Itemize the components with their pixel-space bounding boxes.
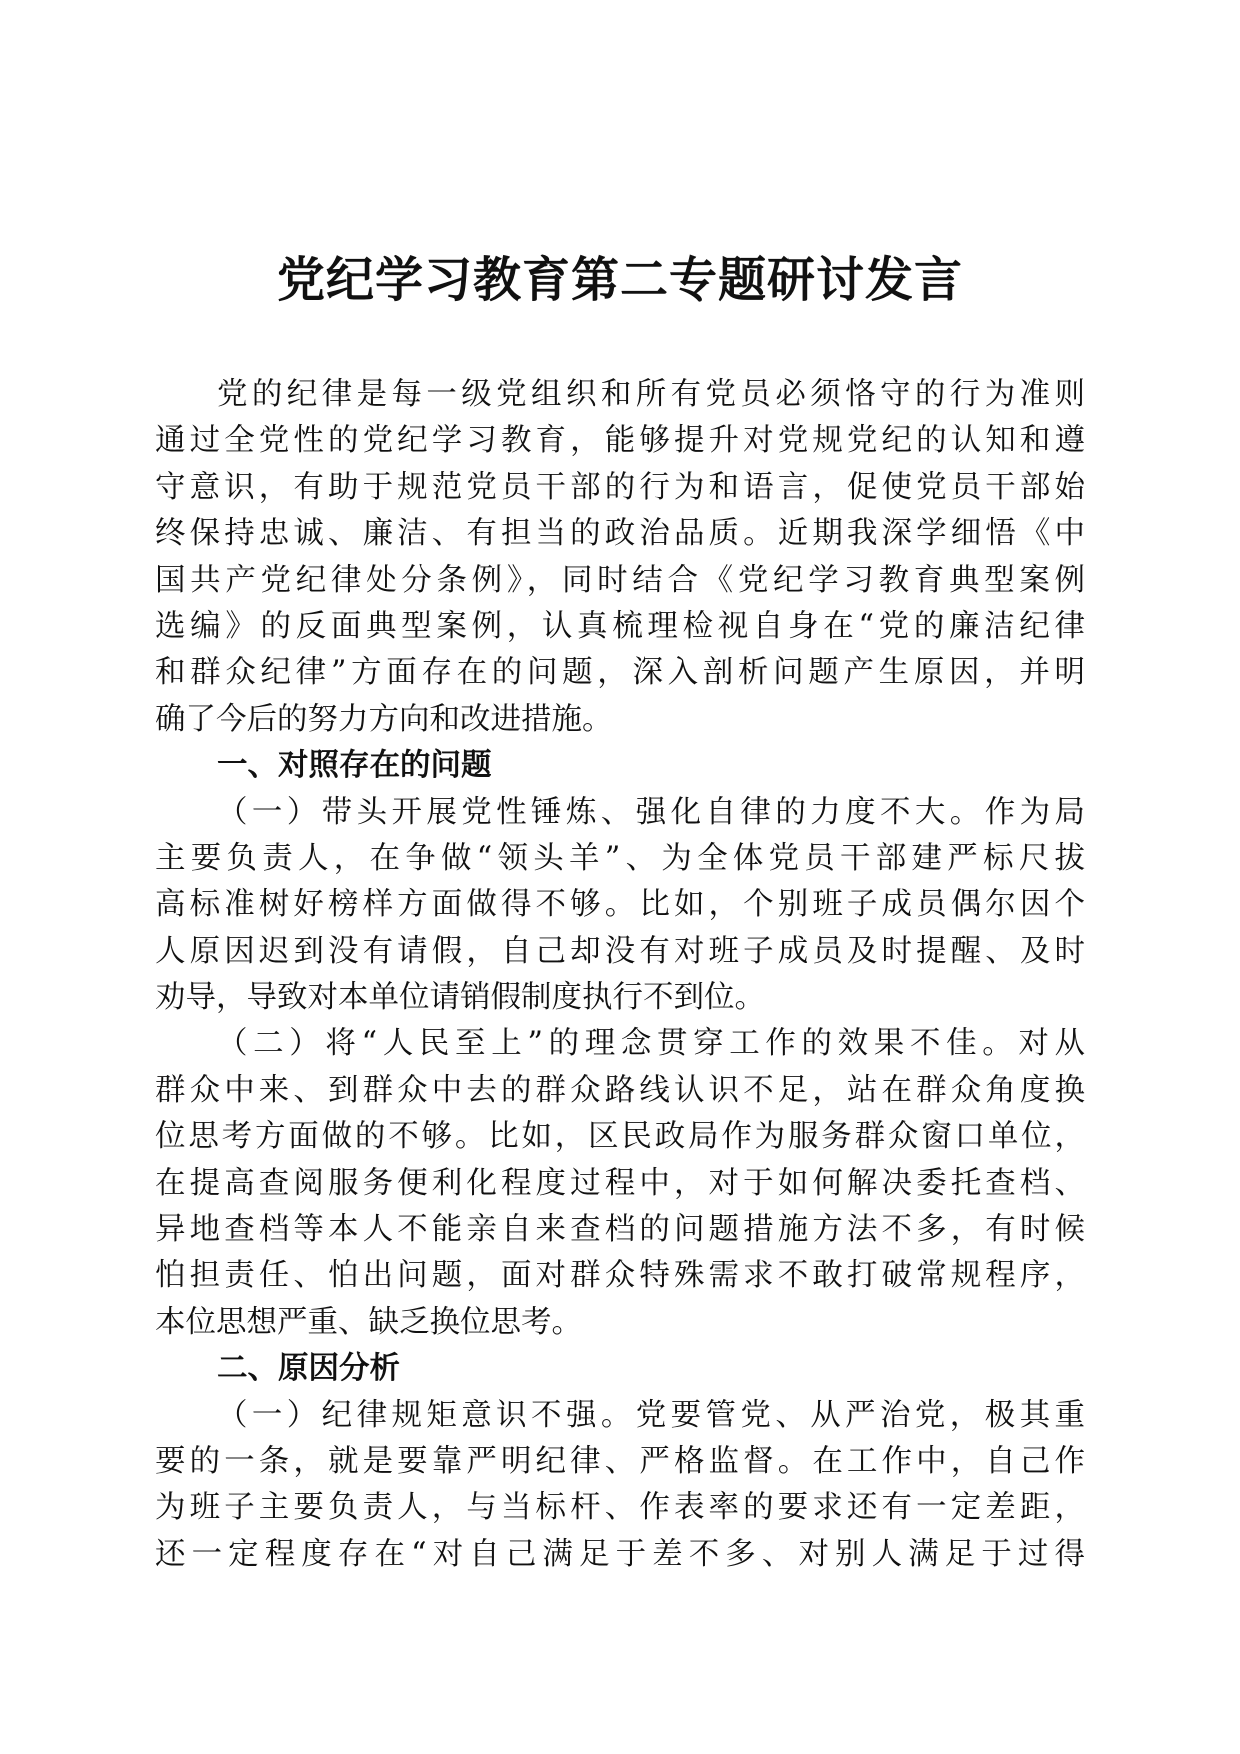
text-line: 党的纪律是每一级党组织和所有党员必须恪守的行为准则 (217, 377, 1085, 412)
text-line: （一）带头开展党性锤炼、强化自律的力度不大。作为局 (217, 794, 1085, 830)
text-line: 在提高查阅服务便利化程度过程中，对于如何解决委托查档、 (155, 1165, 1085, 1201)
text-line: 终保持忠诚、廉洁、有担当的政治品质。近期我深学细悟《中 (155, 516, 1085, 552)
section-heading: 二、原因分析 (217, 1351, 400, 1387)
document-title: 党纪学习教育第二专题研讨发言 (276, 252, 963, 308)
text-line: 确了今后的努力方向和改进措施。 (155, 701, 613, 737)
text-line: 和群众纪律”方面存在的问题，深入剖析问题产生原因，并明 (155, 655, 1085, 691)
text-line: 高标准树好榜样方面做得不够。比如，个别班子成员偶尔因个 (155, 887, 1085, 923)
text-line: 异地查档等本人不能亲自来查档的问题措施方法不多，有时候 (155, 1212, 1085, 1248)
text-line: 为班子主要负责人，与当标杆、作表率的要求还有一定差距， (155, 1490, 1085, 1526)
document-body (155, 372, 1085, 1578)
text-line: （二）将“人民至上”的理念贯穿工作的效果不佳。对从 (217, 1026, 1085, 1062)
text-line: 还一定程度存在“对自己满足于差不多、对别人满足于过得 (155, 1536, 1085, 1572)
text-line: 人原因迟到没有请假，自己却没有对班子成员及时提醒、及时 (155, 933, 1085, 969)
section-heading: 一、对照存在的问题 (217, 748, 492, 784)
text-line: 本位思想严重、缺乏换位思考。 (155, 1304, 582, 1340)
text-line: （一）纪律规矩意识不强。党要管党、从严治党，极其重 (217, 1397, 1085, 1433)
text-line: 通过全党性的党纪学习教育，能够提升对党规党纪的认知和遵 (155, 423, 1085, 459)
text-line: 选编》的反面典型案例，认真梳理检视自身在“党的廉洁纪律 (155, 608, 1085, 644)
text-line: 主要负责人，在争做“领头羊”、为全体党员干部建严标尺拔 (155, 840, 1085, 876)
text-line: 怕担责任、怕出问题，面对群众特殊需求不敢打破常规程序， (155, 1258, 1085, 1294)
text-line: 劝导，导致对本单位请销假制度执行不到位。 (155, 980, 765, 1016)
text-line: 位思考方面做的不够。比如，区民政局作为服务群众窗口单位， (155, 1119, 1085, 1155)
text-line: 国共产党纪律处分条例》，同时结合《党纪学习教育典型案例 (155, 562, 1085, 598)
text-line: 守意识，有助于规范党员干部的行为和语言，促使党员干部始 (155, 469, 1085, 505)
text-line: 群众中来、到群众中去的群众路线认识不足，站在群众角度换 (155, 1072, 1085, 1108)
text-line: 要的一条，就是要靠严明纪律、严格监督。在工作中，自己作 (155, 1443, 1085, 1479)
